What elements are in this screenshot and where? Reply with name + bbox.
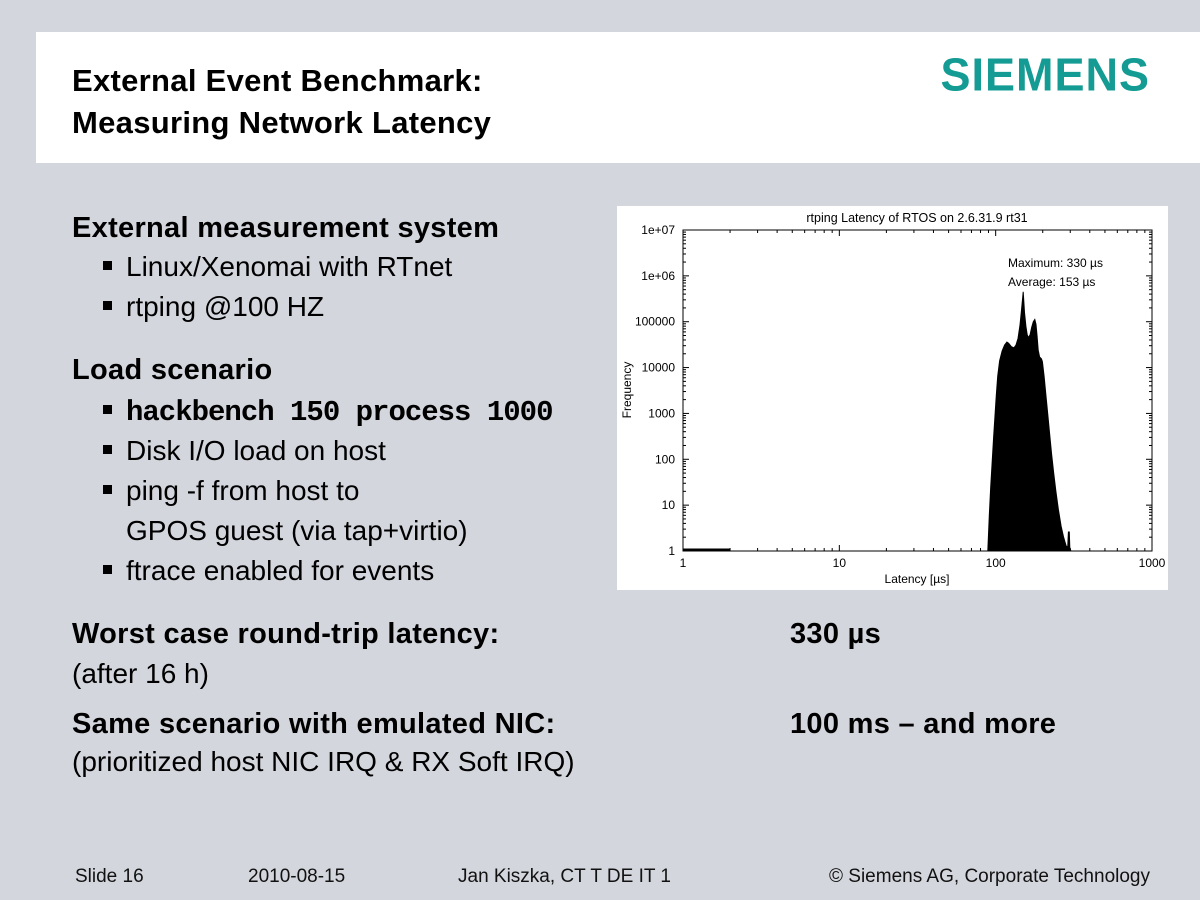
- list-item: [103, 291, 324, 323]
- footer-date: 2010-08-15: [248, 866, 346, 887]
- bullet-text: rtping @100 HZ: [126, 291, 325, 322]
- bullet-text-code: hackbench 150 process 1000: [126, 396, 553, 429]
- bullet-icon: [103, 405, 112, 414]
- svg-text:10: 10: [661, 498, 675, 513]
- bullet-icon: [103, 445, 112, 454]
- svg-text:1: 1: [668, 544, 675, 558]
- slide-title-line2: Measuring Network Latency: [72, 105, 492, 140]
- svg-text:1000: 1000: [1138, 556, 1166, 570]
- bullet-icon: [103, 261, 112, 270]
- svg-text:100: 100: [985, 556, 1006, 570]
- svg-text:1e+07: 1e+07: [641, 223, 675, 237]
- chart-ylabel: Frequency: [620, 361, 634, 419]
- bullet-text: ftrace enabled for events: [126, 555, 435, 586]
- result-value-emulated-nic: 100 ms – and more: [790, 708, 1057, 740]
- latency-chart-panel: [617, 206, 1168, 590]
- list-item: [103, 396, 552, 429]
- footer-slide-number: Slide 16: [75, 866, 144, 887]
- result-label-emulated-nic: Same scenario with emulated NIC:: [72, 708, 556, 740]
- svg-text:100000: 100000: [634, 314, 675, 329]
- chart-title: rtping Latency of RTOS on 2.6.31.9 rt31: [806, 211, 1028, 225]
- svg-text:1e+06: 1e+06: [641, 268, 675, 283]
- bullet-text: Linux/Xenomai with RTnet: [126, 251, 453, 282]
- section-heading-measurement: External measurement system: [72, 212, 500, 244]
- slide-title-line1: External Event Benchmark:: [72, 63, 483, 98]
- svg-text:100: 100: [654, 452, 675, 467]
- chart-annotation-maximum: Maximum: 330 µs: [1008, 256, 1103, 270]
- result-note-worst-case: (after 16 h): [72, 658, 209, 689]
- result-note-emulated-nic: (prioritized host NIC IRQ & RX Soft IRQ): [72, 746, 575, 777]
- svg-text:10000: 10000: [641, 360, 675, 375]
- list-item: [103, 555, 434, 587]
- title-band: [36, 32, 1200, 163]
- bullet-icon: [103, 565, 112, 574]
- footer-author: Jan Kiszka, CT T DE IT 1: [458, 866, 671, 887]
- slide-title: [72, 60, 491, 144]
- latency-histogram-chart: [617, 206, 1168, 590]
- bullet-icon: [103, 485, 112, 494]
- footer-copyright: © Siemens AG, Corporate Technology: [829, 866, 1150, 887]
- result-value-worst-case: 330 µs: [790, 618, 882, 650]
- bullet-text: ping -f from host to: [126, 475, 360, 506]
- section-heading-load: Load scenario: [72, 354, 273, 386]
- result-label-worst-case: Worst case round-trip latency:: [72, 618, 500, 650]
- siemens-logo: SIEMENS: [940, 48, 1150, 102]
- chart-annotation-average: Average: 153 µs: [1008, 275, 1096, 289]
- bullet-text: Disk I/O load on host: [126, 435, 386, 466]
- svg-text:1000: 1000: [648, 406, 675, 421]
- list-item-continuation: GPOS guest (via tap+virtio): [126, 515, 468, 546]
- bullet-icon: [103, 301, 112, 310]
- svg-text:10: 10: [832, 556, 847, 570]
- chart-xlabel: Latency [µs]: [884, 572, 950, 586]
- list-item: [103, 475, 359, 507]
- svg-text:1: 1: [679, 556, 687, 570]
- list-item: [103, 435, 386, 467]
- list-item: [103, 251, 452, 283]
